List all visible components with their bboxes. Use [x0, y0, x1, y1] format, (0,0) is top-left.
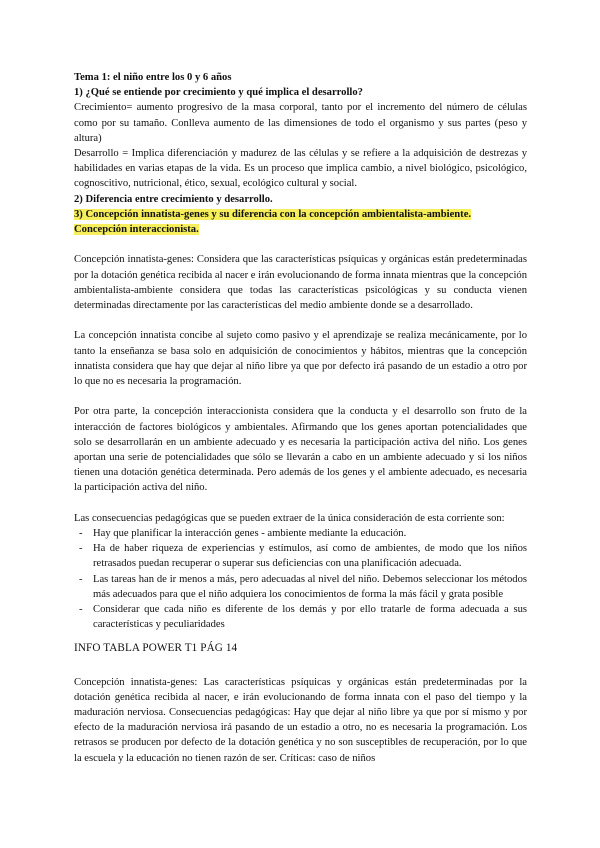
definition-crecimiento: Crecimiento= aumento progresivo de la masa corporal, tanto por el incremento del número de células como por su tamaño. Conlleva aumento de las dimensiones de todo el organismo y sus partes (peso y altura) [74, 102, 527, 144]
spacer [74, 389, 527, 404]
question-3-line-1: 3) Concepción innatista-genes y su diferencia con la concepción ambientalista-ambiente. [74, 208, 472, 220]
paragraph-innatista-consecuencias: Concepción innatista-genes: Las características psíquicas y orgánicas están predeterminadas por la dotación genética recibida al nacer, e irán evolucionando de forma innata con el paso del tiempo y la maduración nerviosa. Consecuencias pedagógicas: Hay que dejar al niño libre ya que por sí mismo y por efecto de la maduración nerviosa irá pasando de un estadio a otro, no es necesaria la programación. Los retrasos se producen por defecto de la dotación genética y no son susceptibles de recuperación, por lo que la escuela y la educación no tienen razón de ser. Críticas: caso de niños [74, 676, 527, 764]
paragraph-innatista-pasivo: La concepción innatista concibe al sujeto como pasivo y el aprendizaje se realiza mecánicamente, por lo tanto la enseñanza se basa solo en adquisición de conocimientos y hábitos, mientras que la concepción innatista considera que hay que dejar al niño libre ya que por defecto irá pasando de un estadio a otro por lo que no es necesaria la programación. [74, 330, 527, 388]
spacer [74, 632, 527, 641]
info-heading: INFO TABLA POWER T1 PÁG 14 [74, 642, 238, 655]
consequences-list [74, 526, 527, 632]
question-3 [74, 207, 527, 237]
question-2: 2) Diferencia entre crecimiento y desarrollo. [74, 193, 273, 205]
spacer [74, 313, 527, 328]
spacer [74, 657, 527, 675]
document-body [74, 70, 527, 766]
list-item: - Hay que planificar la interacción genes - ambiente mediante la educación. [93, 526, 527, 541]
question-3-line-2: Concepción interaccionista. [74, 224, 199, 236]
consequences-intro: Las consecuencias pedagógicas que se pueden extraer de la única consideración de esta corriente son: [74, 512, 505, 524]
spacer [74, 496, 527, 511]
definition-desarrollo: Desarrollo = Implica diferenciación y madurez de las células y se refiere a la adquisición de destrezas y habilidades en varias etapas de la vida. Es un proceso que implica cambio, a nivel biológico, psicológico, cognoscitivo, nutricional, ético, sexual, ecológico cultural y social. [74, 148, 527, 190]
list-item: - Ha de haber riqueza de experiencias y estímulos, así como de ambientes, de modo que los niños retrasados puedan recuperar o superar sus deficiencias con una planificación adecuada. [93, 541, 527, 571]
document-title: Tema 1: el niño entre los 0 y 6 años [74, 72, 232, 83]
list-item: - Considerar que cada niño es diferente de los demás y por ello tratarle de forma adecuada a sus características y peculiaridades [93, 602, 527, 632]
list-item: - Las tareas han de ir menos a más, pero adecuadas al nivel del niño. Debemos seleccionar los métodos más adecuados para que el niño adquiera los conocimientos de forma la más fácil y grata posible [93, 572, 527, 602]
question-1: 1) ¿Qué se entiende por crecimiento y qué implica el desarrollo? [74, 87, 363, 99]
spacer [74, 237, 527, 252]
paragraph-interaccionista: Por otra parte, la concepción interaccionista considera que la conducta y el desarrollo son fruto de la interacción de factores biológicos y ambientales. Afirmando que los genes aportan potencialidades que solo se desarrollarán en un ambiente adecuado y es necesaria la participación activa del niño. Los genes aportan una serie de potencialidades que sólo se llevarán a cabo en un ambiente adecuado y si los niños tienen una dotación genética determinada. Pero además de los genes y el ambiente adecuado, es necesaria la participación activa del niño. [74, 406, 527, 494]
paragraph-innatista: Concepción innatista-genes: Considera que las características psíquicas y orgánicas están predeterminadas por la dotación genética recibida al nacer e irán evolucionando de forma innata mientras que la concepción ambientalista-ambiente considera que todas las características psicológicas y su conducta vienen determinadas directamente por las características del medio ambiente donde se a desarrollado. [74, 254, 527, 312]
